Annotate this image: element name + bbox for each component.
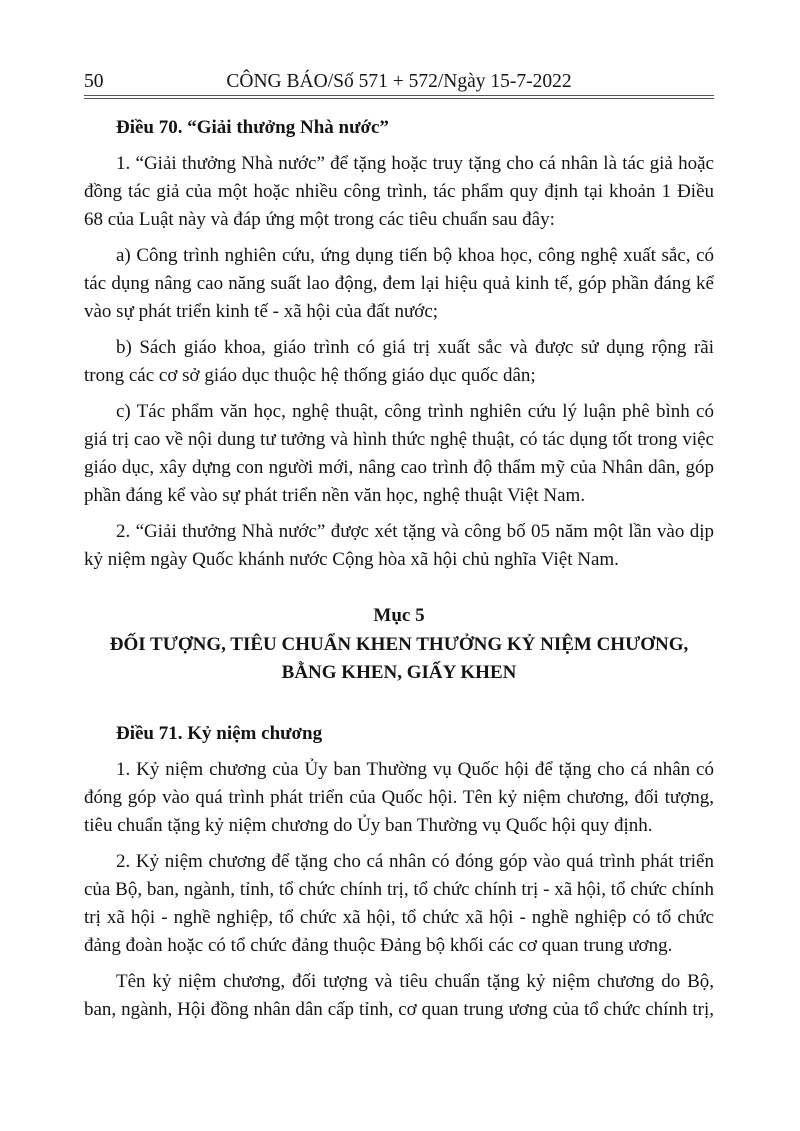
section-title-line: ĐỐI TƯỢNG, TIÊU CHUẨN KHEN THƯỞNG KỶ NIỆM CHƯƠNG,: [109, 633, 689, 655]
article-70-paragraph: 1. “Giải thưởng Nhà nước” để tặng hoặc truy tặng cho cá nhân là tác giả hoặc đồng tác giả của một hoặc nhiều công trình, tác phẩm quy định tại khoản 1 Điều 68 của Luật này và đáp ứng một trong các tiêu chuẩn sau đây:: [84, 153, 714, 230]
page-header: [84, 70, 714, 94]
section-heading: [84, 602, 714, 688]
article-70-paragraph: 2. “Giải thưởng Nhà nước” được xét tặng và công bố 05 năm một lần vào dịp kỷ niệm ngày Quốc khánh nước Cộng hòa xã hội chủ nghĩa Việt Nam.: [84, 521, 714, 570]
article-70-title: Điều 70. “Giải thưởng Nhà nước”: [116, 117, 389, 138]
article-70-paragraph: c) Tác phẩm văn học, nghệ thuật, công trình nghiên cứu lý luận phê bình có giá trị cao về nội dung tư tưởng và hình thức nghệ thuật, có tác dụng tốt trong việc giáo dục, xây dựng con người mới, nâng cao trình độ thẩm mỹ của Nhân dân, góp phần đáng kể vào sự phát triển nền văn học, nghệ thuật Việt Nam.: [84, 401, 714, 506]
section-title-line: BẰNG KHEN, GIẤY KHEN: [281, 662, 517, 683]
document-body: [84, 114, 714, 1032]
article-71-paragraph: 2. Kỷ niệm chương để tặng cho cá nhân có đóng góp vào quá trình phát triển của Bộ, ban, ngành, tỉnh, tổ chức chính trị, tổ chức chính trị - xã hội, tổ chức chính trị xã hội - nghề nghiệp, tổ chức xã hội, tổ chức xã hội - nghề nghiệp có tổ chức đảng đoàn hoặc có tổ chức đảng thuộc Đảng bộ khối các cơ quan trung ương.: [84, 850, 714, 956]
article-70-paragraph: b) Sách giáo khoa, giáo trình có giá trị xuất sắc và được sử dụng rộng rãi trong các cơ sở giáo dục thuộc hệ thống giáo dục quốc dân;: [84, 337, 714, 386]
article-71-title: Điều 71. Kỷ niệm chương: [116, 722, 323, 744]
running-title: CÔNG BÁO/Số 571 + 572/Ngày 15-7-2022: [226, 71, 572, 92]
article-71-paragraph: 1. Kỷ niệm chương của Ủy ban Thường vụ Quốc hội để tặng cho cá nhân có đóng góp vào quá trình phát triển của Quốc hội. Tên kỷ niệm chương, đối tượng, tiêu chuẩn tặng kỷ niệm chương do Ủy ban Thường vụ Quốc hội quy định.: [84, 758, 714, 836]
article-70-paragraph: a) Công trình nghiên cứu, ứng dụng tiến bộ khoa học, công nghệ xuất sắc, có tác dụng nâng cao năng suất lao động, đem lại hiệu quả kinh tế, góp phần đáng kể vào sự phát triển kinh tế - xã hội của đất nước;: [84, 245, 714, 322]
page-number: 50: [84, 71, 104, 92]
header-double-rule: [84, 95, 714, 99]
section-label: Mục 5: [373, 605, 425, 626]
article-71-paragraph: Tên kỷ niệm chương, đối tượng và tiêu chuẩn tặng kỷ niệm chương do Bộ, ban, ngành, Hội đồng nhân dân cấp tỉnh, cơ quan trung ương của tổ chức chính trị,: [84, 970, 714, 1020]
